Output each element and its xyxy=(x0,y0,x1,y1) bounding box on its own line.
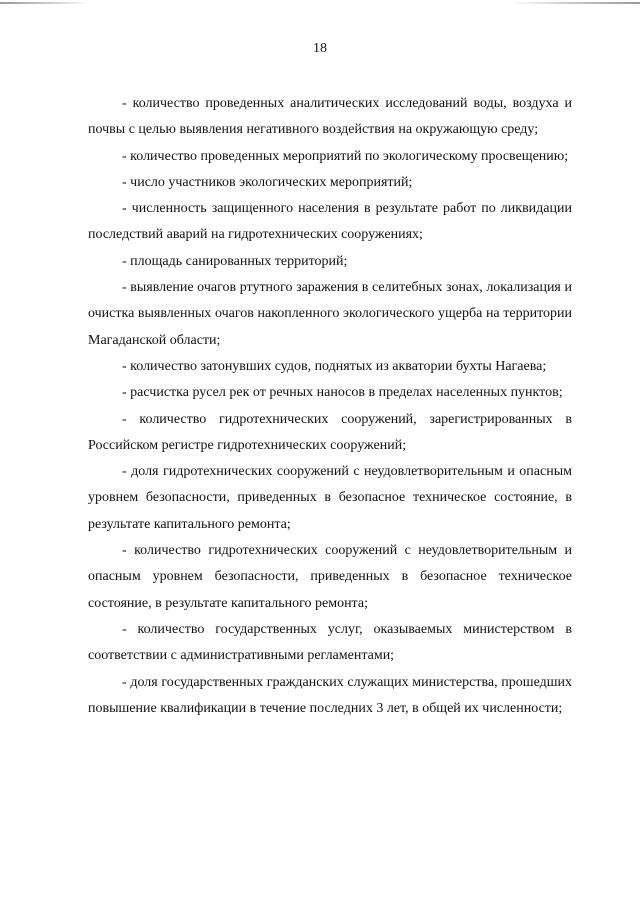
list-item: - численность защищенного населения в результате работ по ликвидации последствий аварий на гидротехнических сооружениях; xyxy=(88,201,572,243)
document-body xyxy=(88,91,572,722)
list-item: - количество государственных услуг, оказываемых министерством в соответствии с административными регламентами; xyxy=(88,621,572,664)
list-item: - количество затонувших судов, поднятых из акватории бухты Нагаева; xyxy=(122,358,547,374)
list-item: - количество гидротехнических сооружений с неудовлетворительным и опасным уровнем безопасности, приведенных в безопасное техническое состояние, в результате капитального ремонта; xyxy=(88,543,572,611)
list-item: - площадь санированных территорий; xyxy=(122,253,348,269)
list-item: - число участников экологических мероприятий; xyxy=(122,174,413,190)
list-item: - количество гидротехнических сооружений, зарегистрированных в Российском регистре гидротехнических сооружений; xyxy=(88,411,572,453)
list-item: - выявление очагов ртутного заражения в селитебных зонах, локализация и очистка выявленных очагов накопленного экологического ущерба на территории Магаданской области; xyxy=(88,280,572,348)
list-item: - количество проведенных аналитических исследований воды, воздуха и почвы с целью выявления негативного воздействия на окружающую среду; xyxy=(88,96,572,138)
scan-edge-right xyxy=(510,2,640,4)
list-item: - расчистка русел рек от речных наносов в пределах населенных пунктов; xyxy=(122,385,563,401)
list-item: - доля гидротехнических сооружений с неудовлетворительным и опасным уровнем безопасности, приведенных в безопасное техническое состояние, в результате капитального ремонта; xyxy=(88,464,572,532)
list-item: - доля государственных гражданских служащих министерства, прошедших повышение квалификации в течение последних 3 лет, в общей их численности; xyxy=(88,674,572,716)
page-number: 18 xyxy=(313,41,327,56)
list-item: - количество проведенных мероприятий по экологическому просвещению; xyxy=(122,148,569,164)
scan-edge-left xyxy=(0,2,90,4)
